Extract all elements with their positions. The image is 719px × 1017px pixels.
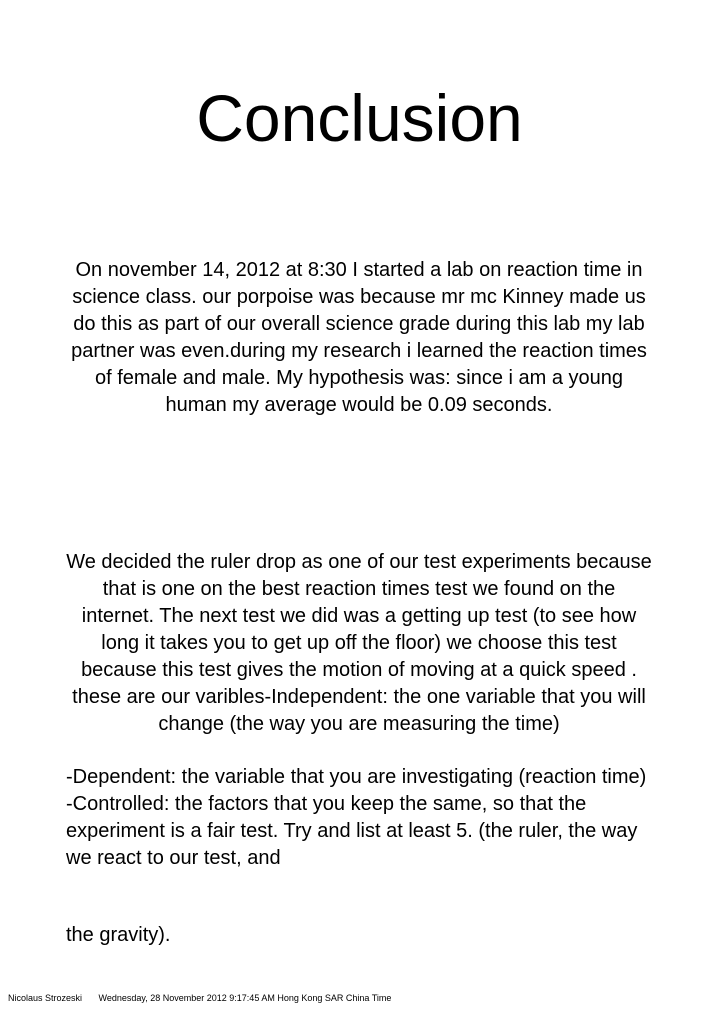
method-paragraph (66, 549, 652, 738)
page-title: Conclusion (196, 81, 523, 155)
footer-timestamp: Wednesday, 28 November 2012 9:17:45 AM Hong Kong SAR China Time (98, 993, 392, 1003)
footer (8, 992, 391, 1004)
intro-text: On november 14, 2012 at 8:30 I started a lab on reaction time in science class. our porpoise was because mr mc Kinney made us do this as part of our overall science grade during this lab my lab partner was even.during my research i learned the reaction times of female and male. My hypothesis was: since i am a young human my average would be 0.09 seconds. (71, 259, 647, 416)
gravity-text: the gravity). (66, 924, 171, 946)
dependent-variable-text: -Dependent: the variable that you are investigating (reaction time) (66, 766, 647, 788)
controlled-variable-text: -Controlled: the factors that you keep the same, so that the experiment is a fair test. Try and list at least 5. (the ruler, the way we react to our test, and (66, 793, 638, 869)
variables-list (66, 764, 652, 872)
method-text: We decided the ruler drop as one of our test experiments because that is one on the best reaction times test we found on the internet. The next test we did was a getting up test (to see how long it takes you to get up off the floor) we choose this test because this test gives the motion of moving at a quick speed . these are our varibles-Independent: the one variable that you will change (the way you are measuring the time) (66, 551, 652, 735)
footer-author: Nicolaus Strozeski (8, 993, 83, 1003)
intro-paragraph (66, 257, 652, 419)
